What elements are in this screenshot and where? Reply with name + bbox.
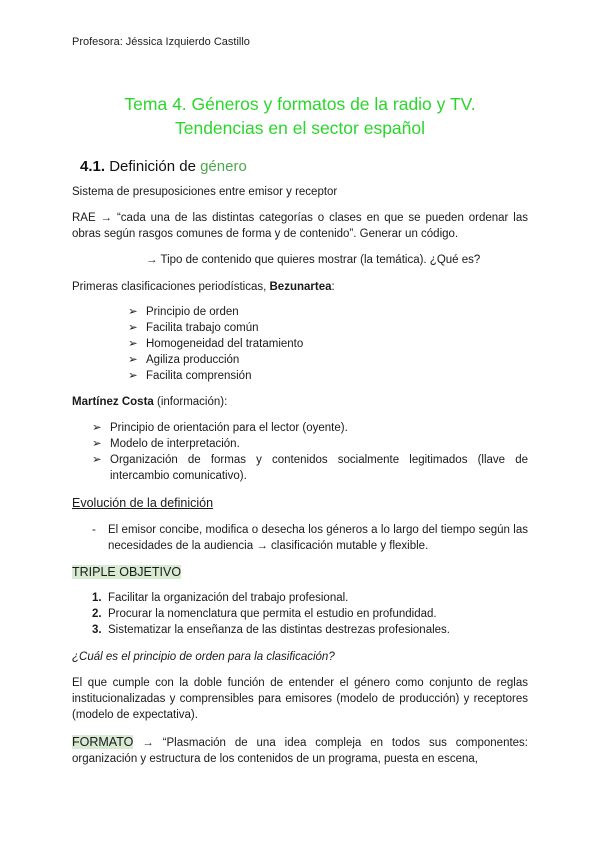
martinez-name: Martínez Costa <box>72 396 154 408</box>
list-item <box>128 352 303 368</box>
list-item <box>92 436 528 452</box>
list-item <box>92 622 450 638</box>
list-item-text: Facilitar la organización del trabajo profesional. <box>108 592 349 604</box>
evolucion-item <box>92 522 528 554</box>
martinez-list <box>92 420 528 484</box>
section-heading <box>80 158 247 175</box>
list-number: 1. <box>92 592 102 604</box>
martinez-intro <box>72 394 528 410</box>
list-item <box>92 420 528 436</box>
formato-paragraph <box>72 734 528 767</box>
list-item <box>128 336 303 352</box>
evolucion-item-text: El emisor concibe, modifica o desecha los géneros a lo largo del tiempo según las necesidades de la audiencia → clasificación mutable y flexible. <box>108 524 528 552</box>
title-line-2: Tendencias en el sector español <box>174 118 426 138</box>
list-item <box>128 368 303 384</box>
bezunartea-name: Bezunartea <box>269 281 332 293</box>
list-item <box>92 606 450 622</box>
list-item-text: Procurar la nomenclatura que permita el estudio en profundidad. <box>108 608 437 620</box>
list-item-text: Principio de orden <box>146 306 239 318</box>
arrow-bullet-icon: ➢ <box>128 354 138 366</box>
section-label: Definición de <box>109 158 196 175</box>
list-item <box>92 590 450 606</box>
paragraph-tipo: → Tipo de contenido que quieres mostrar (la temática). ¿Qué es? <box>146 254 481 266</box>
list-item-text: Sistematizar la enseñanza de las distintas destrezas profesionales. <box>108 624 450 636</box>
dash-bullet: - <box>92 524 96 536</box>
bezunartea-list <box>128 304 303 384</box>
arrow-bullet-icon: ➢ <box>128 306 138 318</box>
list-item-text: Organización de formas y contenidos socialmente legitimados (llave de intercambio comunicativo). <box>110 454 528 482</box>
bezunartea-intro <box>72 279 528 295</box>
section-highlight: género <box>200 158 247 175</box>
formato-label: FORMATO <box>72 735 134 749</box>
list-item <box>128 304 303 320</box>
bezunartea-intro-text: Primeras clasificaciones periodísticas, <box>72 281 270 293</box>
triple-list <box>92 590 450 638</box>
list-item-text: Facilita comprensión <box>146 370 252 382</box>
list-number: 3. <box>92 624 102 636</box>
document-title <box>60 92 540 140</box>
list-item-text: Agiliza producción <box>146 354 240 366</box>
formato-text: → “Plasmación de una idea compleja en todos sus componentes: organización y estructura de los contenidos de un programa, puesta en escena, <box>72 737 528 765</box>
triple-heading <box>72 565 181 579</box>
evolucion-heading: Evolución de la definición <box>72 496 214 510</box>
list-item-text: Principio de orientación para el lector (oyente). <box>110 422 348 434</box>
answer-paragraph: El que cumple con la doble función de entender el género como conjunto de reglas institucionalizadas y comprensibles para emisores (modelo de producción) y receptores (modelo de expectativa). <box>72 677 528 721</box>
arrow-bullet-icon: ➢ <box>92 454 102 466</box>
title-line-1: Tema 4. Géneros y formatos de la radio y TV. <box>124 94 476 114</box>
page-header: Profesora: Jéssica Izquierdo Castillo <box>72 36 250 48</box>
list-item-text: Facilita trabajo común <box>146 322 259 334</box>
martinez-rest: (información): <box>153 396 228 408</box>
list-item <box>92 452 528 484</box>
paragraph-rae: RAE → “cada una de las distintas categorías o clases en que se pueden ordenar las obras según rasgos comunes de forma y de contenido”. Generar un código. <box>72 212 528 240</box>
triple-heading-text: TRIPLE OBJETIVO <box>72 565 182 579</box>
arrow-bullet-icon: ➢ <box>92 422 102 434</box>
arrow-bullet-icon: ➢ <box>128 370 138 382</box>
list-item <box>128 320 303 336</box>
arrow-bullet-icon: ➢ <box>128 322 138 334</box>
list-item-text: Modelo de interpretación. <box>110 438 240 450</box>
arrow-bullet-icon: ➢ <box>128 338 138 350</box>
bezunartea-colon: : <box>331 281 335 293</box>
list-number: 2. <box>92 608 102 620</box>
paragraph-sistema: Sistema de presuposiciones entre emisor y receptor <box>72 186 338 198</box>
arrow-bullet-icon: ➢ <box>92 438 102 450</box>
list-item-text: Homogeneidad del tratamiento <box>146 338 304 350</box>
section-number: 4.1. <box>80 158 106 175</box>
question-text: ¿Cuál es el principio de orden para la clasificación? <box>72 651 335 663</box>
